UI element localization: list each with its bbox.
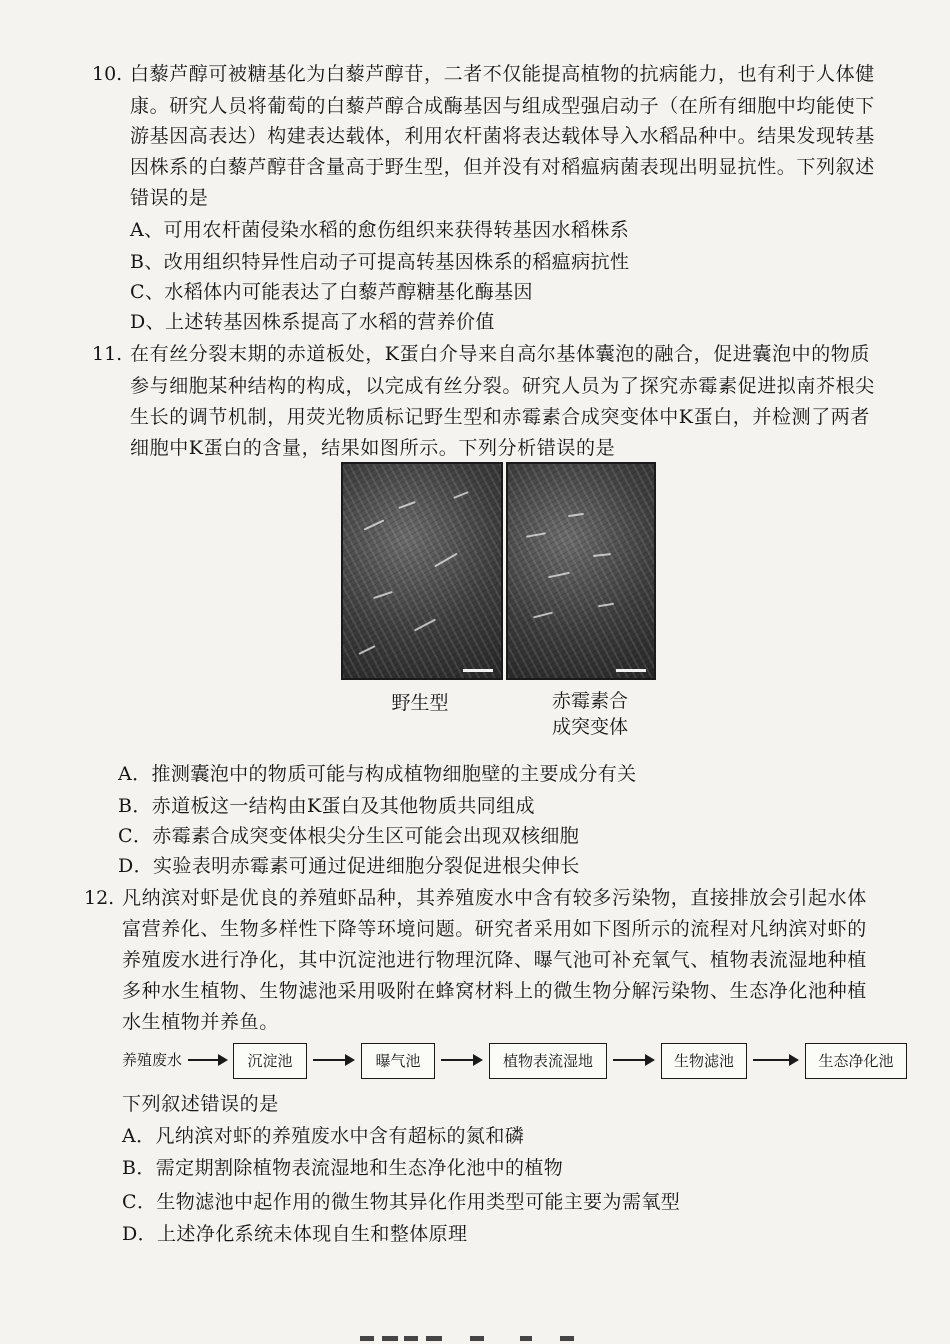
scale-bar xyxy=(616,669,646,672)
q11-option-a: A．推测囊泡中的物质可能与构成植物细胞壁的主要成分有关 xyxy=(118,763,637,785)
q11-number: 11. xyxy=(92,343,123,365)
q10-option-d: D、上述转基因株系提高了水稻的营养价值 xyxy=(130,311,495,333)
page-footer-fragment xyxy=(360,1328,620,1342)
micrograph-mutant xyxy=(506,462,656,680)
q11-stem-line: 生长的调节机制，用荧光物质标记野生型和赤霉素合成突变体中K蛋白，并检测了两者 xyxy=(130,406,870,428)
q11-option-b: B．赤道板这一结构由K蛋白及其他物质共同组成 xyxy=(118,795,535,817)
q12-option-c: C．生物滤池中起作用的微生物其异化作用类型可能主要为需氧型 xyxy=(122,1191,681,1213)
flow-start-label: 养殖废水 xyxy=(122,1051,183,1069)
q12-option-d: D．上述净化系统未体现自生和整体原理 xyxy=(122,1223,468,1245)
figure-caption-mutant-line1: 赤霉素合 xyxy=(551,690,628,712)
flow-step-wetland: 植物表流湿地 xyxy=(489,1043,607,1079)
q11-stem-line: 在有丝分裂末期的赤道板处，K蛋白介导来自高尔基体囊泡的融合，促进囊泡中的物质 xyxy=(130,343,870,365)
flow-step-eco-pond: 生态净化池 xyxy=(805,1043,907,1079)
q10-stem-line: 白藜芦醇可被糖基化为白藜芦醇苷，二者不仅能提高植物的抗病能力，也有利于人体健 xyxy=(130,63,875,85)
flow-arrow xyxy=(753,1059,797,1061)
flow-step-biofilter: 生物滤池 xyxy=(661,1043,747,1079)
flow-arrow xyxy=(313,1059,353,1061)
q10-stem-line: 康。研究人员将葡萄的白藜芦醇合成酶基因与组成型强启动子（在所有细胞中均能使下 xyxy=(130,95,875,117)
q12-stem-line: 水生植物并养鱼。 xyxy=(122,1011,279,1033)
scale-bar xyxy=(463,669,493,672)
q10-option-c: C、水稻体内可能表达了白藜芦醇糖基化酶基因 xyxy=(130,281,533,303)
flow-arrow xyxy=(613,1059,653,1061)
q12-option-a: A．凡纳滨对虾的养殖废水中含有超标的氮和磷 xyxy=(122,1125,525,1147)
q12-stem-line: 多种水生植物、生物滤池采用吸附在蜂窝材料上的微生物分解污染物、生态净化池种植 xyxy=(122,980,867,1002)
q11-option-c: C．赤霉素合成突变体根尖分生区可能会出现双核细胞 xyxy=(118,825,580,847)
q11-stem-line: 参与细胞某种结构的构成，以完成有丝分裂。研究人员为了探究赤霉素促进拟南芥根尖 xyxy=(130,375,875,397)
q11-stem-line: 细胞中K蛋白的含量，结果如图所示。下列分析错误的是 xyxy=(130,437,616,459)
q10-option-a: A、可用农杆菌侵染水稻的愈伤组织来获得转基因水稻株系 xyxy=(130,219,630,241)
q10-stem-line: 因株系的白藜芦醇苷含量高于野生型，但并没有对稻瘟病菌表现出明显抗性。下列叙述 xyxy=(130,156,875,178)
q12-option-b: B．需定期割除植物表流湿地和生态净化池中的植物 xyxy=(122,1157,564,1179)
micrograph-wild-type xyxy=(341,462,503,680)
flow-step-aeration: 曝气池 xyxy=(361,1043,435,1079)
q12-number: 12. xyxy=(84,887,115,909)
flow-arrow xyxy=(441,1059,481,1061)
q10-stem-line: 错误的是 xyxy=(130,187,209,209)
q12-stem-line: 养殖废水进行净化，其中沉淀池进行物理沉降、曝气池可补充氧气、植物表流湿地种植 xyxy=(122,949,867,971)
q12-stem-line: 富营养化、生物多样性下降等环境问题。研究者采用如下图所示的流程对凡纳滨对虾的 xyxy=(122,918,867,940)
figure-caption-wild-type: 野生型 xyxy=(391,692,449,714)
q10-number: 10. xyxy=(92,63,123,85)
flow-arrow xyxy=(188,1059,226,1061)
q11-option-d: D．实验表明赤霉素可通过促进细胞分裂促进根尖伸长 xyxy=(118,855,580,877)
q12-stem-line: 凡纳滨对虾是优良的养殖虾品种，其养殖废水中含有较多污染物，直接排放会引起水体 xyxy=(122,887,867,909)
figure-caption-mutant-line2: 成突变体 xyxy=(551,716,628,738)
q10-option-b: B、改用组织特异性启动子可提高转基因株系的稻瘟病抗性 xyxy=(130,251,630,273)
q12-stem-end: 下列叙述错误的是 xyxy=(122,1093,279,1115)
flow-step-sedimentation: 沉淀池 xyxy=(233,1043,307,1079)
q10-stem-line: 游基因高表达）构建表达载体，利用农杆菌将表达载体导入水稻品种中。结果发现转基 xyxy=(130,125,875,147)
